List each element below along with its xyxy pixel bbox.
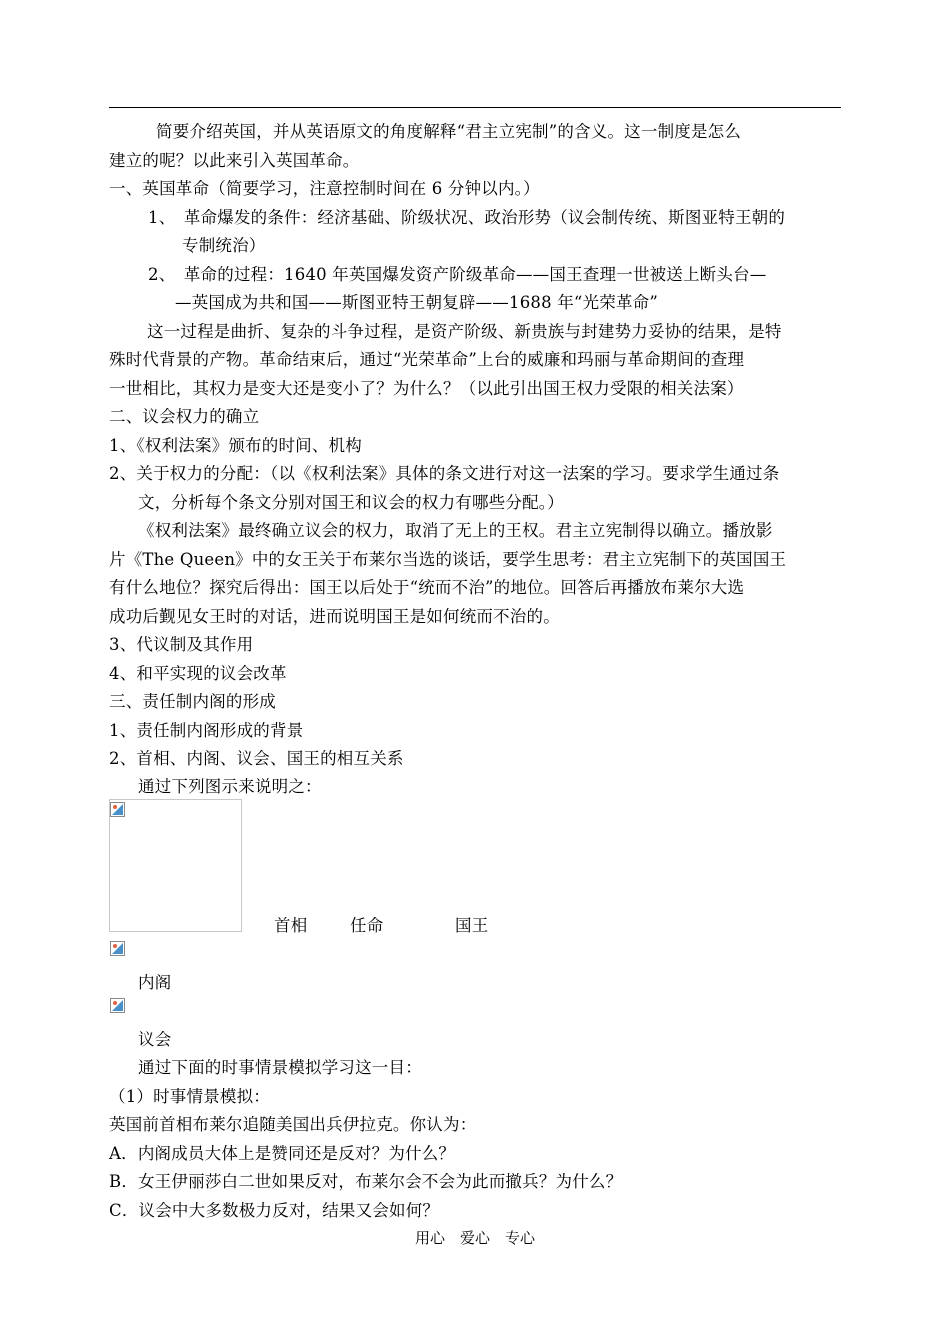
label-parliament: 议会: [138, 1030, 172, 1049]
paragraph-process-line-2: 殊时代背景的产物。革命结束后，通过“光荣革命”上台的威廉和玛丽与革命期间的查理: [109, 350, 745, 369]
point-2-3: 3、代议制及其作用: [109, 635, 254, 654]
diagram-intro: 通过下列图示来说明之：: [138, 777, 322, 796]
paragraph-intro-line-1: 简要介绍英国，并从英语原文的角度解释“君主立宪制”的含义。这一制度是怎么: [156, 122, 742, 141]
point-3-1: 1、责任制内阁形成的背景: [109, 721, 304, 740]
section-heading-1: 一、英国革命（简要学习，注意控制时间在 6 分钟以内。）: [109, 179, 540, 198]
point-3-2: 2、首相、内阁、议会、国王的相互关系: [109, 749, 404, 768]
label-cabinet: 内阁: [138, 973, 172, 992]
point-2-2-line-1: 2、关于权力的分配：（以《权利法案》具体的条文进行对这一法案的学习。要求学生通过条: [109, 464, 780, 483]
paragraph-process-line-1: 这一过程是曲折、复杂的斗争过程，是资产阶级、新贵族与封建势力妥协的结果，是特: [147, 322, 782, 341]
section-heading-3: 三、责任制内阁的形成: [109, 692, 276, 711]
point-2-2-line-2: 文，分析每个条文分别对国王和议会的权力有哪些分配。）: [138, 493, 564, 512]
diagram-image-placeholder: [109, 799, 242, 932]
label-prime-minister: 首相: [274, 916, 308, 935]
list-item-1-line-2: 专制统治）: [182, 236, 266, 255]
simulation-intro: 通过下面的时事情景模拟学习这一目：: [138, 1058, 422, 1077]
paragraph-intro-line-2: 建立的呢？以此来引入英国革命。: [109, 151, 360, 170]
paragraph-bill-line-4: 成功后觐见女王时的对话，进而说明国王是如何统而不治的。: [109, 607, 560, 626]
paragraph-bill-line-2: 片《The Queen》中的女王关于布莱尔当选的谈话，要学生思考：君主立宪制下的英国国王: [109, 550, 787, 569]
question-c: C．议会中大多数极力反对，结果又会如何？: [109, 1201, 440, 1220]
header-rule: [109, 107, 841, 108]
list-item-2-line-2: —英国成为共和国——斯图亚特王朝复辟——1688 年“光荣革命”: [175, 293, 659, 312]
point-2-1: 1、《权利法案》颁布的时间、机构: [109, 436, 362, 455]
section-heading-2: 二、议会权力的确立: [109, 407, 260, 426]
page-footer: 用心 爱心 专心: [414, 1229, 535, 1247]
paragraph-bill-line-3: 有什么地位？探究后得出：国王以后处于“统而不治”的地位。回答后再播放布莱尔大选: [109, 578, 745, 597]
simulation-heading: （1）时事情景模拟：: [109, 1087, 270, 1106]
paragraph-process-line-3: 一世相比，其权力是变大还是变小了？为什么？（以此引出国王权力受限的相关法案）: [109, 379, 744, 398]
list-item-1-line-1: 1、 革命爆发的条件：经济基础、阶级状况、政治形势（议会制传统、斯图亚特王朝的: [148, 208, 786, 227]
broken-image-icon: [110, 998, 125, 1013]
list-item-2-line-1: 2、 革命的过程：1640 年英国爆发资产阶级革命——国王查理一世被送上断头台—: [148, 265, 767, 284]
simulation-scenario: 英国前首相布莱尔追随美国出兵伊拉克。你认为：: [109, 1115, 477, 1134]
broken-image-icon: [110, 941, 125, 956]
broken-image-icon: [110, 802, 125, 817]
label-appoint: 任命: [350, 916, 384, 935]
label-king: 国王: [455, 916, 489, 935]
paragraph-bill-line-1: 《权利法案》最终确立议会的权力，取消了无上的王权。君主立宪制得以确立。播放影: [138, 521, 773, 540]
question-b: B．女王伊丽莎白二世如果反对，布莱尔会不会为此而撤兵？为什么？: [109, 1172, 623, 1191]
question-a: A．内阁成员大体上是赞同还是反对？为什么？: [109, 1144, 456, 1163]
point-2-4: 4、和平实现的议会改革: [109, 664, 287, 683]
